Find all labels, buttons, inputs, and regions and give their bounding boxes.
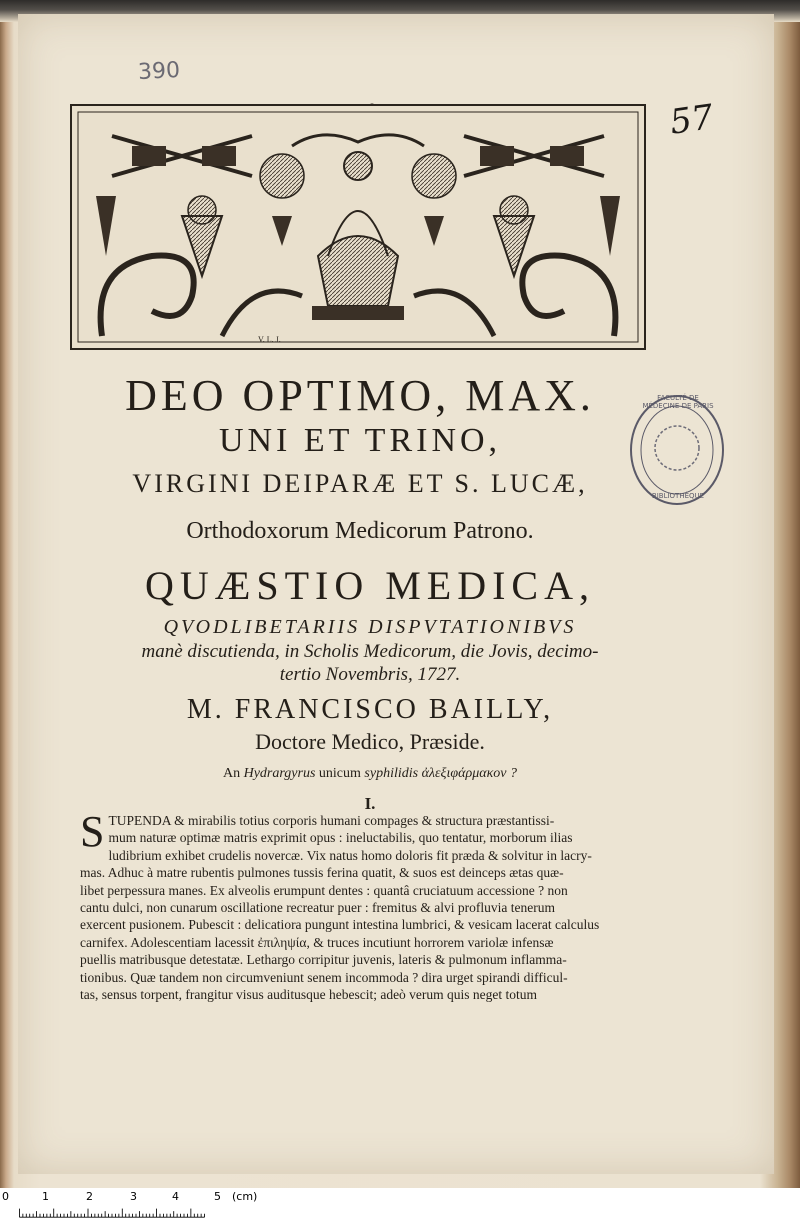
stamp-text-top: FACULTÉ DE MÉDECINE DE PARIS <box>642 394 714 410</box>
ornament-caption: V. L. J. <box>258 335 281 344</box>
handwritten-folio-number: 57 <box>667 97 716 143</box>
ruler-label-unit: (cm) <box>232 1190 258 1203</box>
library-stamp <box>626 390 728 510</box>
title-line-5: QUÆSTIO MEDICA, <box>145 563 595 608</box>
body-line-1: TUPENDA & mirabilis totius corporis humani compages & structura præstantissi- <box>108 813 555 828</box>
question-word-2: unicum <box>318 766 361 781</box>
question-word-4: ἀλεξιφάρμακον ? <box>421 766 518 781</box>
ruler-label-0: 0 <box>2 1190 9 1203</box>
ruler-label-2: 2 <box>86 1190 93 1203</box>
body-line-9: puellis matribusque detestatæ. Lethargo corripitur juvenis, lateris & pulmonum inflamma- <box>80 952 567 968</box>
scale-ruler <box>0 1188 800 1227</box>
body-line-10: tionibus. Quæ tandem non circumveniunt senem incommoda ? dira urget spirandi difficul- <box>80 969 568 985</box>
question-word-3: syphilidis <box>364 766 419 781</box>
body-line-2: mum naturæ optimæ matris exprimit opus : ineluctabilis, quo tentatur, morborum ilias <box>108 830 573 846</box>
body-line-3: ludibrium exhibet crudelis novercæ. Vix natus homo doloris fit præda & solvitur in lacry- <box>108 847 592 863</box>
pencil-shelf-number: 390 <box>137 57 181 86</box>
subtitle-line-1: QVODLIBETARIIS DISPVTATIONIBVS <box>163 616 577 638</box>
question-line <box>80 766 660 782</box>
subtitle-line-3: tertio Novembris, 1727. <box>279 664 461 685</box>
praeses-name: M. FRANCISCO BAILLY, <box>186 694 554 725</box>
body-line-5: libet perpessura manes. Ex alveolis erumpunt dentes : quantâ cruciatuum accessione ? non <box>80 882 568 898</box>
ruler-label-4: 4 <box>172 1190 179 1203</box>
body-line-11: tas, sensus torpent, frangitur visus auditusque hebescit; adeò verum quis neget totum <box>80 987 538 1003</box>
question-an: An <box>222 766 241 781</box>
ruler-label-5: 5 <box>214 1190 221 1203</box>
title-line-3: VIRGINI DEIPARÆ ET S. LUCÆ, <box>132 469 588 498</box>
title-line-2: UNI ET TRINO, <box>218 422 502 459</box>
subtitle-line-2: manè discutienda, in Scholis Medicorum, die Jovis, decimo- <box>141 641 599 662</box>
drop-cap: S <box>80 807 105 856</box>
title-line-1: DEO OPTIMO, MAX. <box>125 371 595 420</box>
ruler-ticks <box>4 1206 220 1218</box>
body-line-7: exercent pusionem. Pubescit : delicatiora pungunt intestina lumbrici, & vesicam lacerat calculus <box>80 917 600 933</box>
stamp-text-bottom: BIBLIOTHÈQUE <box>651 492 705 500</box>
body-line-6: cantu dulci, non cunarum oscillatione recreatur puer : fremitus & alvi profluvia tenerum <box>80 900 555 916</box>
ruler-label-3: 3 <box>130 1190 137 1203</box>
woodcut-ornament-icon <box>70 104 646 350</box>
title-line-4: Orthodoxorum Medicorum Patrono. <box>186 518 534 544</box>
body-paragraph <box>80 807 640 1003</box>
body-line-8: carnifex. Adolescentiam lacessit ἐπιληψία, & truces incutiunt horrorem variolæ infensæ <box>80 934 554 950</box>
question-word-1: Hydrargyrus <box>243 766 316 781</box>
section-number: I. <box>364 794 376 813</box>
praeses-role: Doctore Medico, Præside. <box>255 729 485 754</box>
ruler-label-1: 1 <box>42 1190 49 1203</box>
body-line-4: mas. Adhuc à matre rubentis pulmones tussis ferina quatit, & suos est deinceps ætas quæ- <box>80 865 564 881</box>
